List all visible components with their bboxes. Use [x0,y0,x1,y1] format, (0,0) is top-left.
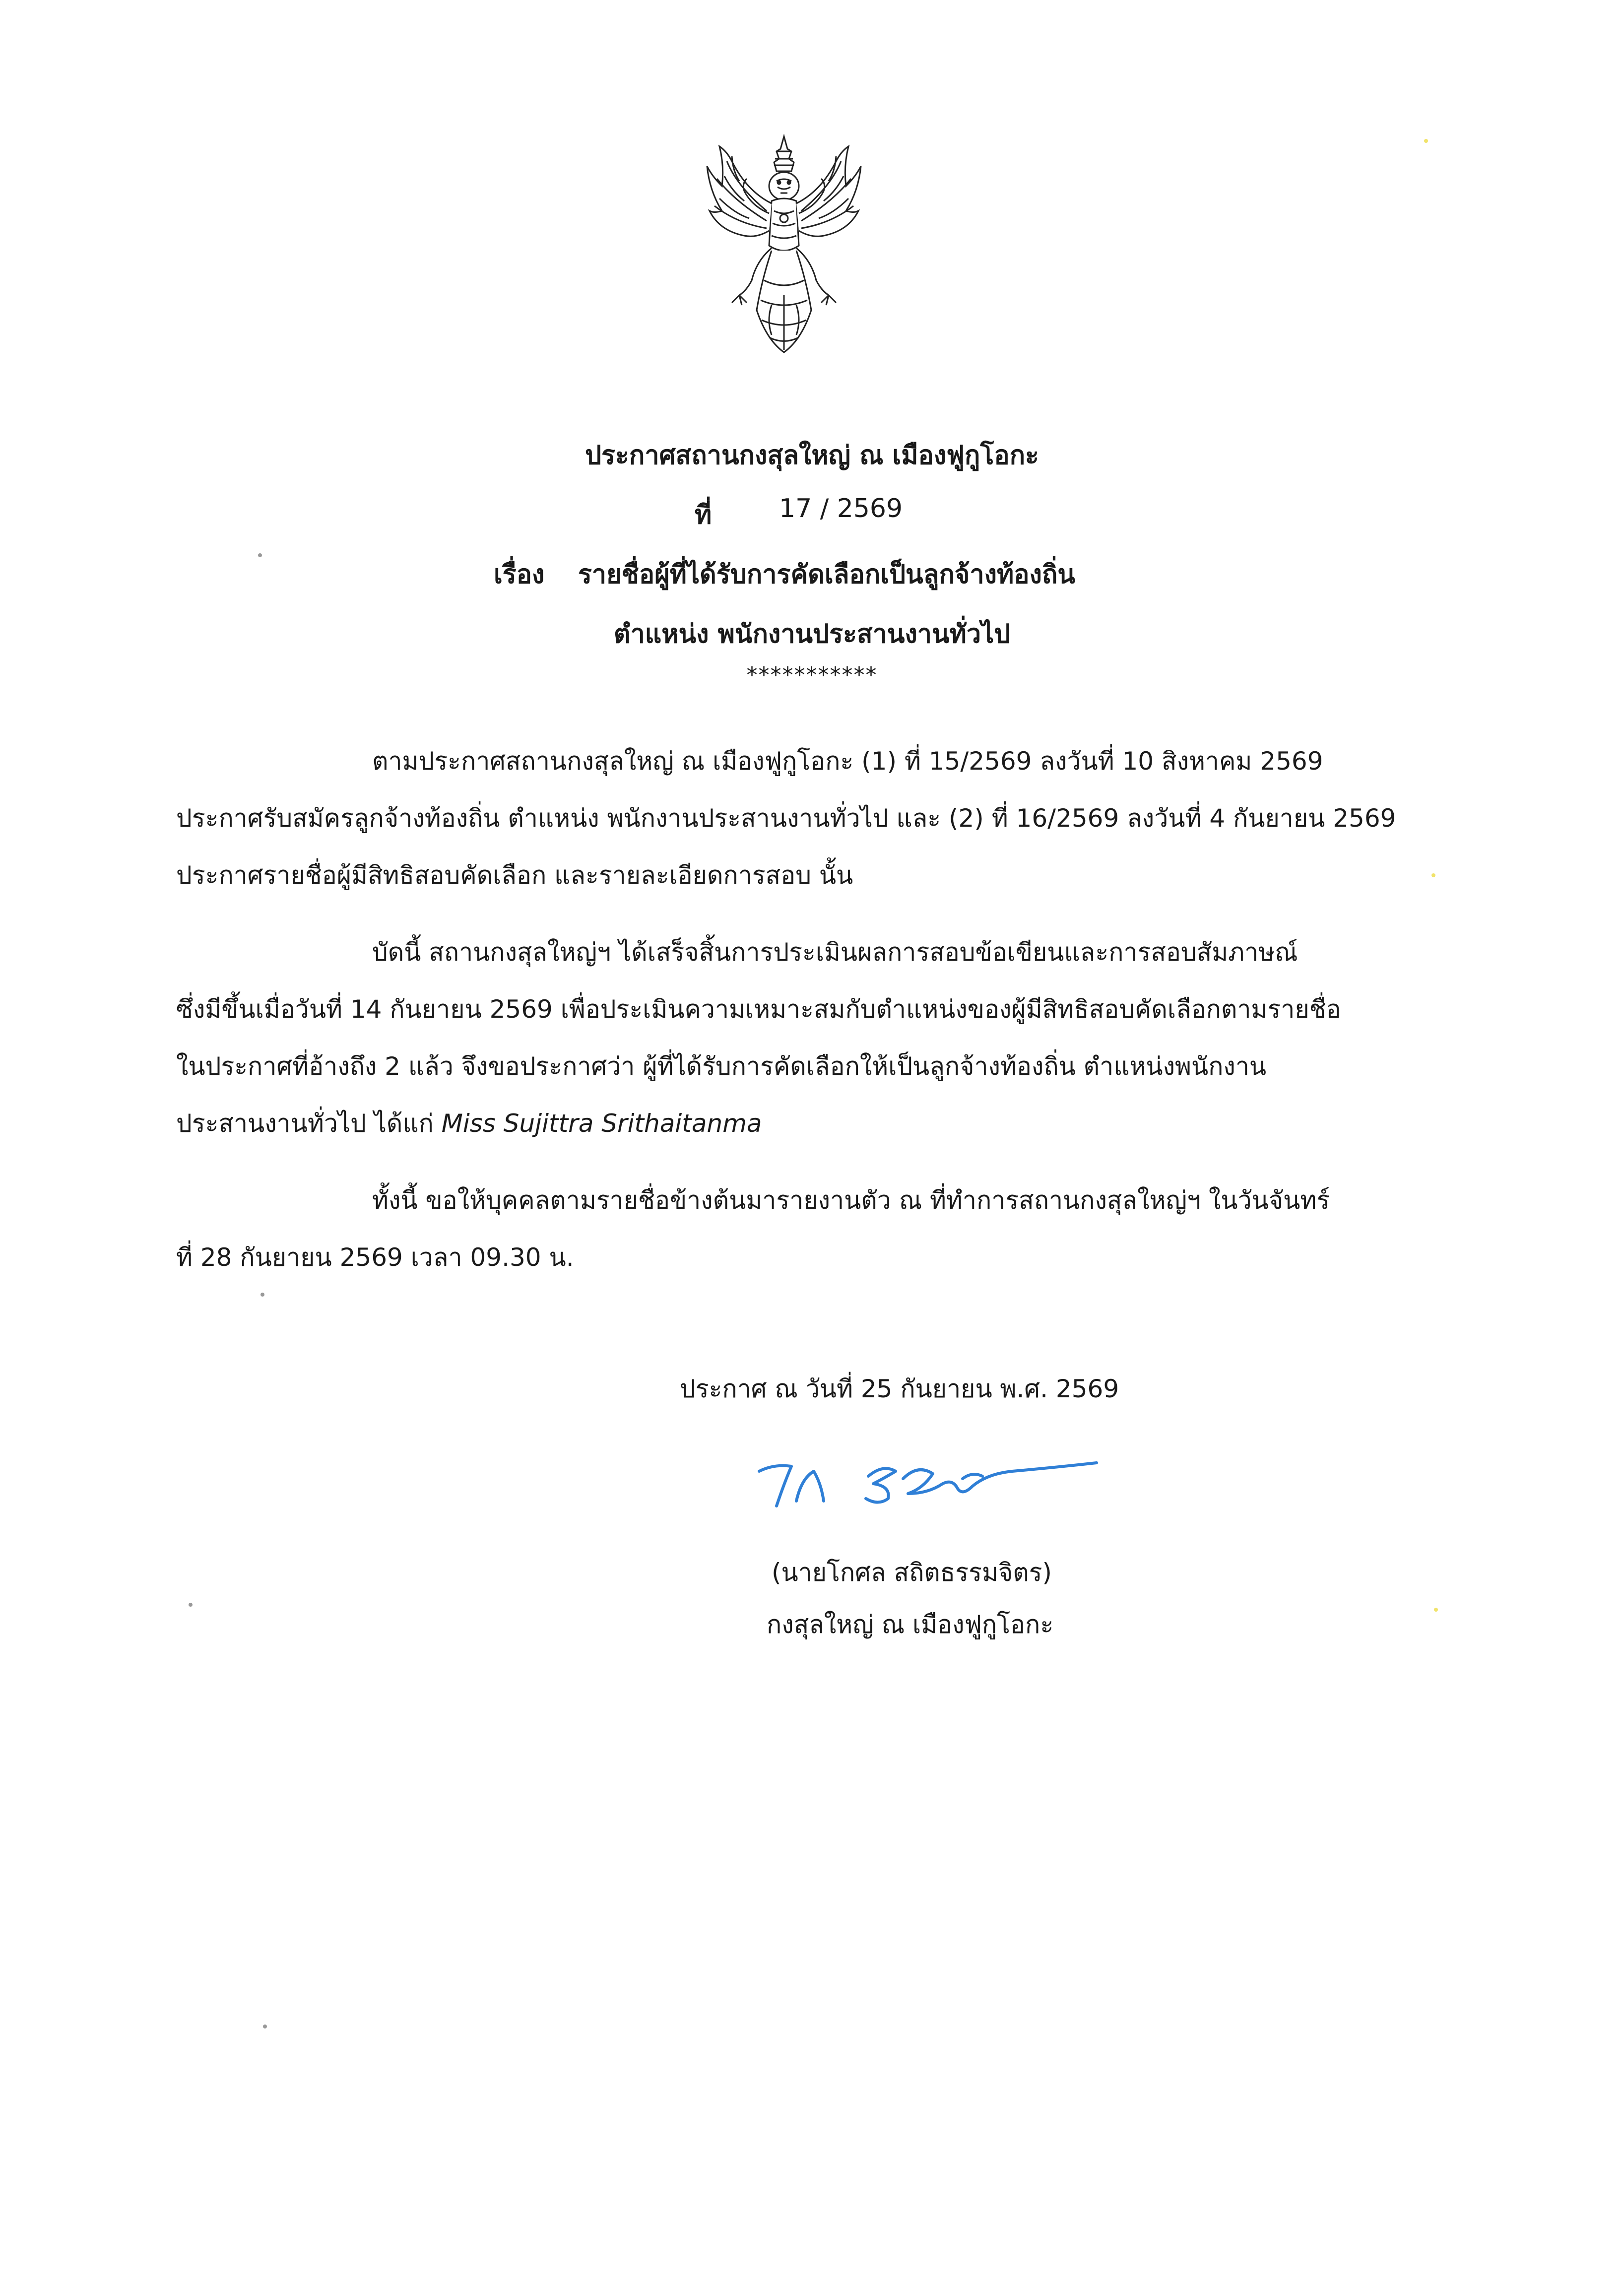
para2-line-4-text: ประสานงานทั่วไป ได้แก่ [176,1109,434,1138]
scan-speck [263,2025,267,2028]
signature-icon [754,1449,1102,1513]
selected-candidate-name: Miss Sujittra Srithaitanma [441,1109,762,1138]
announce-date: ประกาศ ณ วันที่ 25 กันยายน พ.ศ. 2569 [680,1374,1119,1403]
signer-name: (นายโกศล สถิตธรรมจิตร) [772,1558,1052,1587]
para1-line-2: ประกาศรับสมัครลูกจ้างท้องถิ่น ตำแหน่ง พนักงานประสานงานทั่วไป และ (2) ที่ 16/2569 ลงวันที่ 4 กันยายน 2569 [176,804,1396,833]
number-label: ที่ [695,500,712,530]
para2-line-4 [176,1104,762,1143]
scan-speck [1434,1608,1438,1612]
scan-speck [189,1603,193,1607]
scan-speck [1424,139,1428,143]
scan-speck [1431,873,1435,877]
announcement-title: ประกาศสถานกงสุลใหญ่ ณ เมืองฟูกูโอกะ [585,441,1039,470]
para2-line-3: ในประกาศที่อ้างถึง 2 แล้ว จึงขอประกาศว่า ผู้ที่ได้รับการคัดเลือกให้เป็นลูกจ้างท้องถิ่น ตำแหน่งพนักงาน [176,1052,1267,1081]
para1-line-3: ประกาศรายชื่อผู้มีสิทธิสอบคัดเลือก และรายละเอียดการสอบ นั้น [176,861,853,890]
scan-speck [258,553,262,557]
para1-line-1: ตามประกาศสถานกงสุลใหญ่ ณ เมืองฟูกูโอกะ (1) ที่ 15/2569 ลงวันที่ 10 สิงหาคม 2569 [372,747,1323,776]
para2-line-2: ซึ่งมีขึ้นเมื่อวันที่ 14 กันยายน 2569 เพื่อประเมินความเหมาะสมกับตำแหน่งของผู้มีสิทธิสอบคัดเลือกตามรายชื่อ [176,995,1341,1024]
number-value: 17 / 2569 [779,494,903,523]
signer-title: กงสุลใหญ่ ณ เมืองฟูกูโอกะ [767,1610,1054,1639]
para2-line-1: บัดนี้ สถานกงสุลใหญ่ฯ ได้เสร็จสิ้นการประเมินผลการสอบข้อเขียนและการสอบสัมภาษณ์ [372,938,1298,967]
garuda-emblem-icon [697,131,871,357]
position-title: ตำแหน่ง พนักงานประสานงานทั่วไป [613,619,1011,649]
subject-label: เรื่อง [494,560,545,589]
subject-text: รายชื่อผู้ที่ได้รับการคัดเลือกเป็นลูกจ้างท้องถิ่น [578,560,1075,589]
separator-stars: *********** [746,662,878,688]
para3-line-1: ทั้งนี้ ขอให้บุคคลตามรายชื่อข้างต้นมารายงานตัว ณ ที่ทำการสถานกงสุลใหญ่ฯ ในวันจันทร์ [372,1186,1330,1215]
para3-line-2: ที่ 28 กันยายน 2569 เวลา 09.30 น. [176,1243,574,1272]
scan-speck [260,1293,264,1297]
